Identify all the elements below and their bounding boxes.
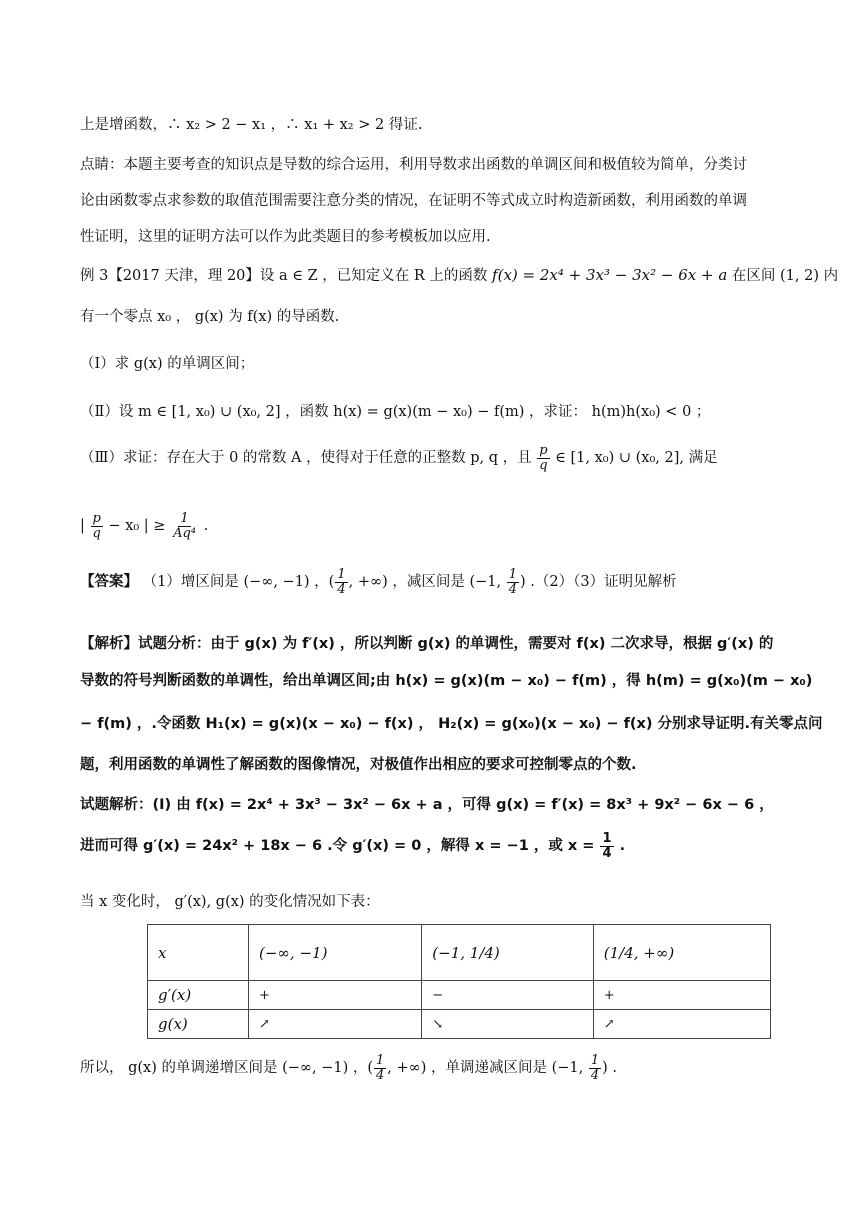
table-cell: g′(x): [148, 981, 249, 1010]
numerator: p: [92, 511, 101, 526]
answer-label: 【答案】: [80, 573, 138, 591]
fraction: [537, 444, 549, 472]
text: .: [198, 518, 209, 535]
table-cell: (1/4, +∞): [593, 925, 770, 981]
fraction: [171, 512, 198, 540]
text: 所以， g(x) 的单调递增区间是 (−∞, −1) ，(: [80, 1060, 374, 1077]
text: .: [614, 838, 626, 855]
fraction: [374, 1054, 386, 1082]
text: , +∞) ，减区间是 (−1,: [348, 574, 506, 591]
text-line: 上是增函数，∴ x₂ > 2 − x₁ ，∴ x₁ + x₂ > 2 得证.: [80, 117, 423, 133]
table-cell: ↗: [249, 1010, 422, 1039]
table-cell: ↗: [593, 1010, 770, 1039]
analysis-line: [80, 832, 625, 860]
analysis-line: 题，利用函数的单调性了解函数的图像情况，对极值作出相应的要求可控制零点的个数.: [80, 757, 637, 773]
part-1: （Ⅰ）求 g(x) 的单调区间；: [80, 356, 255, 372]
table-cell: (−∞, −1): [249, 925, 422, 981]
text: − x₀ | ≥: [103, 518, 171, 535]
text: |: [80, 518, 90, 535]
analysis-line: [80, 632, 773, 653]
table-cell: x: [148, 925, 249, 981]
table-cell: −: [422, 981, 593, 1010]
table-cell: +: [593, 981, 770, 1010]
text: ) .: [602, 1060, 618, 1077]
analysis-label: 【解析】: [80, 636, 138, 652]
example-label: 例 3【2017 天津，理 20】: [80, 268, 260, 284]
numerator: 1: [602, 831, 612, 846]
text: （1）增区间是 (−∞, −1) ，(: [138, 574, 335, 591]
fraction: [507, 568, 519, 596]
numerator: 1: [337, 567, 346, 582]
comment-line: 点睛：本题主要考查的知识点是导数的综合运用，利用导数求出函数的单调区间和极值较为简单，分类讨: [80, 157, 747, 173]
text: 设 a ∈ Z ，已知定义在 R 上的函数: [259, 268, 493, 284]
denominator: 4: [508, 581, 517, 597]
text: （Ⅲ）求证：存在大于 0 的常数 A ，使得对于任意的正整数 p, q ，且: [80, 450, 537, 467]
comment-line: 性证明，这里的证明方法可以作为此类题目的参考模板加以应用.: [80, 229, 491, 245]
numerator: 1: [590, 1053, 600, 1068]
text: 进而可得 g′(x) = 24x² + 18x − 6 .令 g′(x) = 0 ，解得 x = −1 ，或 x =: [80, 838, 600, 855]
denominator: 4: [602, 845, 612, 861]
analysis-line: − f(m) ，.令函数 H₁(x) = g(x)(x − x₀) − f(x) ， H₂(x) = g(x₀)(x − x₀) − f(x) 分别求导证明.有关零点问: [80, 716, 823, 732]
part-3-line2: [80, 512, 208, 540]
table-cell: ↘: [422, 1010, 593, 1039]
denominator: 4: [337, 581, 346, 597]
part-3: [80, 444, 718, 472]
table-intro: 当 x 变化时， g′(x), g(x) 的变化情况如下表：: [80, 894, 380, 910]
table-cell: g(x): [148, 1010, 249, 1039]
numerator: 1: [508, 567, 517, 582]
comment-line: 论由函数零点求参数的取值范围需要注意分类的情况，在证明不等式成立时构造新函数，利用函数的单调: [80, 193, 747, 209]
table-cell: (−1, 1/4): [422, 925, 593, 981]
fraction: [589, 1054, 601, 1082]
variation-table: [147, 924, 771, 1039]
part-2: （Ⅱ）设 m ∈ [1, x₀) ∪ (x₀, 2] ，函数 h(x) = g(x)(m − x₀) − f(m) ，求证： h(m)h(x₀) < 0 ；: [80, 404, 711, 420]
analysis-line: 试题解析：(Ⅰ) 由 f(x) = 2x⁴ + 3x³ − 3x² − 6x + a ，可得 g(x) = f′(x) = 8x³ + 9x² − 6x − 6 ，: [80, 797, 774, 813]
numerator: 1: [180, 511, 189, 526]
denominator: Aq⁴: [173, 525, 196, 541]
table-row: [148, 1010, 771, 1039]
denominator: 4: [590, 1067, 600, 1083]
fraction: [600, 832, 613, 860]
answer-line: [80, 568, 677, 596]
table-row: [148, 981, 771, 1010]
numerator: p: [539, 443, 548, 458]
denominator: q: [92, 525, 101, 541]
table-cell: +: [249, 981, 422, 1010]
text: , +∞) ，单调递减区间是 (−1,: [387, 1060, 588, 1077]
conclusion-line: [80, 1054, 617, 1082]
fraction: [335, 568, 347, 596]
text: ∈ [1, x₀) ∪ (x₀, 2], 满足: [550, 450, 718, 467]
text: ) .（2）（3）证明见解析: [520, 574, 677, 591]
example-line: [80, 264, 838, 285]
text: 在区间 (1, 2) 内: [727, 268, 839, 284]
text: 试题分析：由于 g(x) 为 f′(x) ，所以判断 g(x) 的单调性，需要对 f(x) 二次求导，根据 g′(x) 的: [138, 636, 774, 652]
function-f: f(x) = 2x⁴ + 3x³ − 3x² − 6x + a: [492, 266, 728, 284]
example-line: 有一个零点 x₀ ， g(x) 为 f(x) 的导函数.: [80, 309, 340, 325]
table-row: [148, 925, 771, 981]
denominator: 4: [376, 1067, 385, 1083]
numerator: 1: [376, 1053, 385, 1068]
analysis-line: 导数的符号判断函数的单调性，给出单调区间;由 h(x) = g(x)(m − x₀) − f(m) ，得 h(m) = g(x₀)(m − x₀): [80, 673, 813, 689]
fraction: [91, 512, 103, 540]
denominator: q: [539, 457, 548, 473]
